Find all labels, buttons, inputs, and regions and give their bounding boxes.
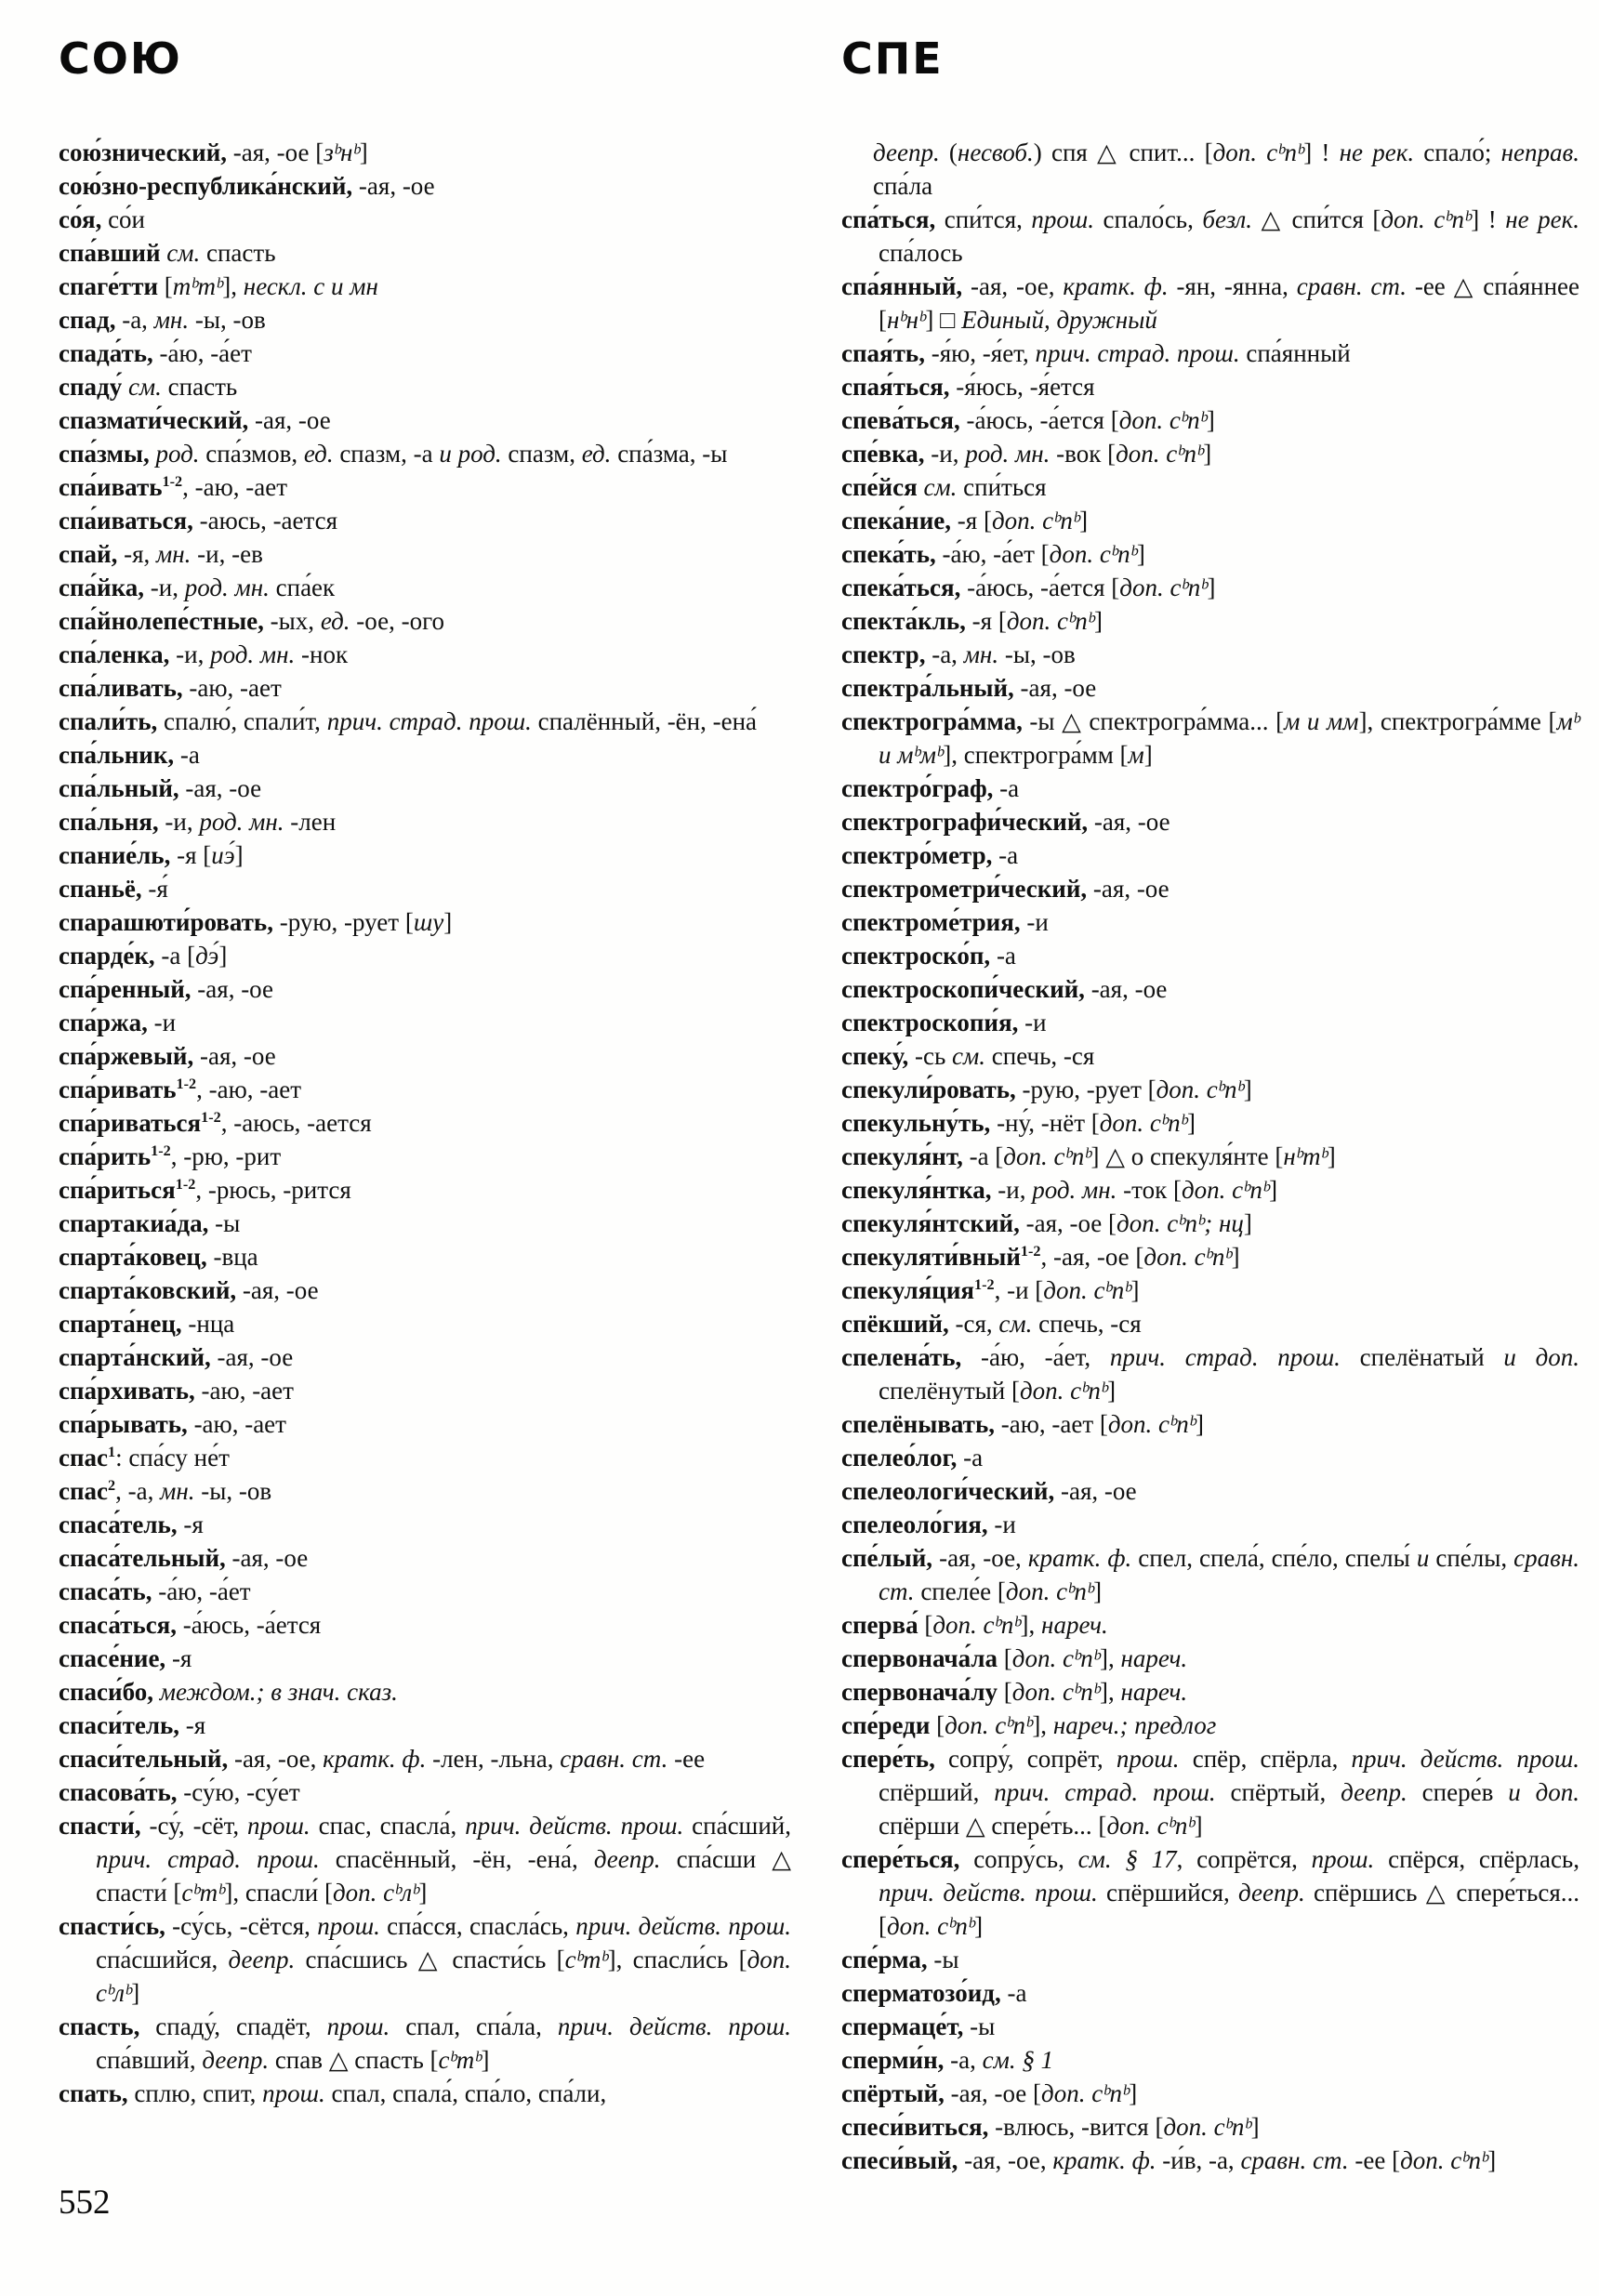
page-number: 552: [59, 2184, 111, 2222]
dictionary-entry: спасти́, -су́, -сёт, прош. спас, спасла́, прич. действ. прош. спа́сший, прич. страд. прош. спасённый, -ён, -ена́, деепр. спа́сши △ спасти́ [сᵇтᵇ], спасли́ [доп. сᵇлᵇ]: [59, 1812, 791, 1907]
dictionary-entry: сою́зно-республика́нский, -ая, -ое: [59, 172, 435, 200]
dictionary-entry: спа́рхивать, -аю, -ает: [59, 1377, 294, 1405]
dictionary-entry: спелео́лог, -а: [841, 1444, 984, 1471]
dictionary-entry: спе́рма, -ы: [841, 1946, 959, 1973]
dictionary-entry: спере́ть, сопру́, сопрёт, прош. спёр, спёрла, прич. действ. прош. спёрший, прич. страд. прош. спёртый, деепр. спере́в и доп. спёрши △ спере́ть... [доп. сᵇпᵇ]: [841, 1745, 1580, 1840]
dictionary-entry: спеси́виться, -влюсь, -вится [доп. сᵇпᵇ]: [841, 2113, 1260, 2141]
dictionary-entry: спать, сплю, спит, прош. спал, спала́, спа́ло, спа́ли,: [59, 2079, 607, 2107]
dictionary-entry: сою́знический, -ая, -ое [зᵇнᵇ]: [59, 139, 368, 166]
dictionary-entry: спека́ться, -а́юсь, -а́ется [доп. сᵇпᵇ]: [841, 574, 1216, 601]
dictionary-entry: спектра́льный, -ая, -ое: [841, 674, 1097, 702]
dictionary-entry: спа́ивать$^{1-2}$, -аю, -ает: [59, 473, 288, 501]
dictionary-entry: спарта́ковец, -вца: [59, 1243, 258, 1271]
dictionary-entry: спа́ливать, -аю, -ает: [59, 674, 282, 702]
dictionary-entry: спаси́тельный, -ая, -ое, кратк. ф. -лен, -льна, сравн. ст. -ее: [59, 1745, 706, 1773]
dictionary-entry: спекульну́ть, -ну́, -нёт [доп. сᵇпᵇ]: [841, 1109, 1196, 1137]
dictionary-entry: спа́янный, -ая, -ое, кратк. ф. -ян, -янна, сравн. ст. -ее △ спа́яннее [нᵇнᵇ] □ Единый, дружный: [841, 272, 1579, 334]
dictionary-entry: спарта́нский, -ая, -ое: [59, 1343, 294, 1371]
dictionary-entry: спаге́тти [тᵇтᵇ], нескл. с и мн: [59, 272, 378, 300]
dictionary-entry: спелена́ть, -а́ю, -а́ет, прич. страд. прош. спелёнатый и доп. спелёнутый [доп. сᵇпᵇ]: [841, 1343, 1579, 1405]
dictionary-entry: спектроско́п, -а: [841, 942, 1016, 970]
dictionary-entry: спектро́граф, -а: [841, 774, 1020, 802]
dictionary-entry: спелеоло́гия, -и: [841, 1511, 1016, 1538]
dictionary-entry: спекуля́нтка, -и, род. мн. -ток [доп. сᵇпᵇ]: [841, 1176, 1278, 1204]
dictionary-entry: спад, -а, мн. -ы, -ов: [59, 306, 266, 334]
dictionary-entry: сперми́н, -а, см. § 1: [841, 2046, 1054, 2074]
dictionary-entry: спекуля́нтский, -ая, -ое [доп. сᵇпᵇ; нц]: [841, 1209, 1252, 1237]
dictionary-entry: со́я, со́и: [59, 205, 146, 233]
dictionary-entry: спермаце́т, -ы: [841, 2012, 996, 2040]
dictionary-entry: спаса́ть, -а́ю, -а́ет: [59, 1577, 251, 1605]
dictionary-entry: спёртый, -ая, -ое [доп. сᵇпᵇ]: [841, 2079, 1138, 2107]
dictionary-entry: спа́льник, -а: [59, 741, 200, 769]
left-column: [59, 136, 791, 2110]
dictionary-entry: спаньё, -я́: [59, 875, 168, 903]
dictionary-entry: спа́рывать, -аю, -ает: [59, 1410, 286, 1438]
dictionary-entry: спека́ть, -а́ю, -а́ет [доп. сᵇпᵇ]: [841, 540, 1145, 568]
dictionary-entry: спа́йка, -и, род. мн. спа́ек: [59, 574, 336, 601]
dictionary-entry: спервонача́ла [доп. сᵇпᵇ], нареч.: [841, 1644, 1188, 1672]
dictionary-entry: спарде́к, -а [дэ́]: [59, 942, 228, 970]
dictionary-entry: спарашюти́ровать, -рую, -рует [шу]: [59, 908, 453, 936]
dictionary-entry: спа́риваться$^{1-2}$, -аюсь, -ается: [59, 1109, 372, 1137]
dictionary-entry: спекуля́нт, -а [доп. сᵇпᵇ] △ о спекуля́нте [нᵇтᵇ]: [841, 1142, 1336, 1170]
dictionary-entry: спа́рить$^{1-2}$, -рю, -рит: [59, 1142, 282, 1170]
dictionary-entry: спас$^1$: спа́су не́т: [59, 1444, 230, 1471]
dictionary-entry: спаса́тель, -я: [59, 1511, 204, 1538]
dictionary-entry: спая́ть, -я́ю, -я́ет, прич. страд. прош. спа́янный: [841, 339, 1351, 367]
dictionary-entry: спере́ться, сопру́сь, см. § 17, сопрётся, прош. спёрся, спёрлась, прич. действ. прош. спёршийся, деепр. спёршись △ спере́ться... [доп. сᵇпᵇ]: [841, 1845, 1579, 1940]
dictionary-entry: спервонача́лу [доп. сᵇпᵇ], нареч.: [841, 1678, 1188, 1706]
dictionary-entry: спаса́тельный, -ая, -ое: [59, 1544, 309, 1572]
dictionary-entry: спектроме́трия, -и: [841, 908, 1049, 936]
guide-word-left: СОЮ: [59, 33, 182, 84]
dictionary-entry: спа́ржа, -и: [59, 1009, 177, 1036]
dictionary-entry: спай, -я, мн. -и, -ев: [59, 540, 263, 568]
dictionary-entry: спа́льный, -ая, -ое: [59, 774, 262, 802]
dictionary-entry: спе́вка, -и, род. мн. -вок [доп. сᵇпᵇ]: [841, 440, 1212, 468]
dictionary-entry: спазмати́ческий, -ая, -ое: [59, 406, 331, 434]
dictionary-entry: сперва́ [доп. сᵇпᵇ], нареч.: [841, 1611, 1108, 1639]
dictionary-entry: спа́льня, -и, род. мн. -лен: [59, 808, 337, 836]
dictionary-entry: спектрогра́мма, -ы △ спектрогра́мма... [м и мм], спектрогра́мме [мᵇ и мᵇмᵇ], спектрогра́мм [м]: [841, 707, 1579, 769]
dictionary-entry: спекуля́ция$^{1-2}$, -и [доп. сᵇпᵇ]: [841, 1276, 1140, 1304]
dictionary-entry: спе́реди [доп. сᵇпᵇ], нареч.; предлог: [841, 1711, 1217, 1739]
dictionary-entry: сперматозо́ид, -а: [841, 1979, 1027, 2007]
dictionary-entry: спаса́ться, -а́юсь, -а́ется: [59, 1611, 322, 1639]
dictionary-entry: спаси́бо, междом.; в знач. сказ.: [59, 1678, 398, 1706]
dictionary-entry: спасти́сь, -су́сь, -сётся, прош. спа́сся, спасла́сь, прич. действ. прош. спа́сшийся, деепр. спа́сшись △ спасти́сь [сᵇтᵇ], спасли́сь [доп. сᵇлᵇ]: [59, 1912, 792, 2007]
dictionary-entry: спекта́кль, -я [доп. сᵇпᵇ]: [841, 607, 1103, 635]
dictionary-entry: спектроскопи́ческий, -ая, -ое: [841, 975, 1168, 1003]
dictionary-entry: спа́ленка, -и, род. мн. -нок: [59, 640, 349, 668]
dictionary-entry: спали́ть, спалю́, спали́т, прич. страд. прош. спалённый, -ён, -ена́: [59, 707, 758, 735]
dictionary-entry: спектр, -а, мн. -ы, -ов: [841, 640, 1076, 668]
dictionary-entry: спарта́ковский, -ая, -ое: [59, 1276, 319, 1304]
guide-word-right: СПЕ: [841, 33, 944, 84]
dictionary-entry: спасе́ние, -я: [59, 1644, 192, 1672]
dictionary-entry: спелёнывать, -аю, -ает [доп. сᵇпᵇ]: [841, 1410, 1205, 1438]
dictionary-entry: спа́змы, род. спа́змов, ед. спазм, -а и род. спазм, ед. спа́зма, -ы: [59, 440, 728, 468]
dictionary-entry: спа́йнолепе́стные, -ых, ед. -ое, -ого: [59, 607, 444, 635]
dictionary-entry: спе́йся см. спи́ться: [841, 473, 1047, 501]
dictionary-entry: спектро́метр, -а: [841, 841, 1019, 869]
dictionary-entry: спектроскопи́я, -и: [841, 1009, 1047, 1036]
dictionary-entry: спекули́ровать, -рую, -рует [доп. сᵇпᵇ]: [841, 1075, 1252, 1103]
dictionary-entry: спа́ться, спи́тся, прош. спало́сь, безл. △ спи́тся [доп. сᵇпᵇ] ! не рек. спа́лось: [841, 205, 1580, 267]
dictionary-entry: спа́ренный, -ая, -ое: [59, 975, 273, 1003]
dictionary-entry: спартакиа́да, -ы: [59, 1209, 241, 1237]
dictionary-entry: спева́ться, -а́юсь, -а́ется [доп. сᵇпᵇ]: [841, 406, 1215, 434]
dictionary-entry: спелеологи́ческий, -ая, -ое: [841, 1477, 1137, 1505]
dictionary-entry: спека́ние, -я [доп. сᵇпᵇ]: [841, 507, 1089, 534]
dictionary-entry: спектрометри́ческий, -ая, -ое: [841, 875, 1170, 903]
dictionary-entry: спасть, спаду́, спадёт, прош. спал, спа́ла, прич. действ. прош. спа́вший, деепр. спав △ спасть [сᵇтᵇ]: [59, 2012, 791, 2074]
right-column: [841, 136, 1579, 2177]
dictionary-entry: спаду́ см. спасть: [59, 373, 238, 401]
dictionary-entry: спеси́вый, -ая, -ое, кратк. ф. -и́в, -а, сравн. ст. -ее [доп. сᵇпᵇ]: [841, 2146, 1497, 2174]
dictionary-entry: спа́риться$^{1-2}$, -рюсь, -рится: [59, 1176, 351, 1204]
dictionary-entry: спектрографи́ческий, -ая, -ое: [841, 808, 1170, 836]
dictionary-entry: спаси́тель, -я: [59, 1711, 206, 1739]
dictionary-entry: спание́ль, -я [иэ́]: [59, 841, 244, 869]
dictionary-entry: спа́ривать$^{1-2}$, -аю, -ает: [59, 1075, 302, 1103]
dictionary-entry: спа́ржевый, -ая, -ое: [59, 1042, 276, 1070]
dictionary-entry: спёкший, -ся, см. спечь, -ся: [841, 1310, 1142, 1338]
dictionary-entry: спада́ть, -а́ю, -а́ет: [59, 339, 252, 367]
dictionary-entry: спекуляти́вный$^{1-2}$, -ая, -ое [доп. сᵇпᵇ]: [841, 1243, 1240, 1271]
dictionary-entry: деепр. (несвоб.) спя △ спит... [доп. сᵇпᵇ] ! не рек. спало́; неправ. спа́ла: [873, 139, 1579, 200]
dictionary-entry: спа́иваться, -аюсь, -ается: [59, 507, 338, 534]
dictionary-entry: спарта́нец, -нца: [59, 1310, 235, 1338]
dictionary-entry: спа́вший см. спасть: [59, 239, 276, 267]
dictionary-entry: спас$^2$, -а, мн. -ы, -ов: [59, 1477, 272, 1505]
dictionary-entry: спе́лый, -ая, -ое, кратк. ф. спел, спела́, спе́ло, спелы́ и спе́лы, сравн. ст. спеле́е [доп. сᵇпᵇ]: [841, 1544, 1580, 1605]
dictionary-entry: спеку́, -сь см. спечь, -ся: [841, 1042, 1095, 1070]
dictionary-entry: спая́ться, -я́юсь, -я́ется: [841, 373, 1095, 401]
dictionary-entry: спасова́ть, -су́ю, -су́ет: [59, 1778, 300, 1806]
